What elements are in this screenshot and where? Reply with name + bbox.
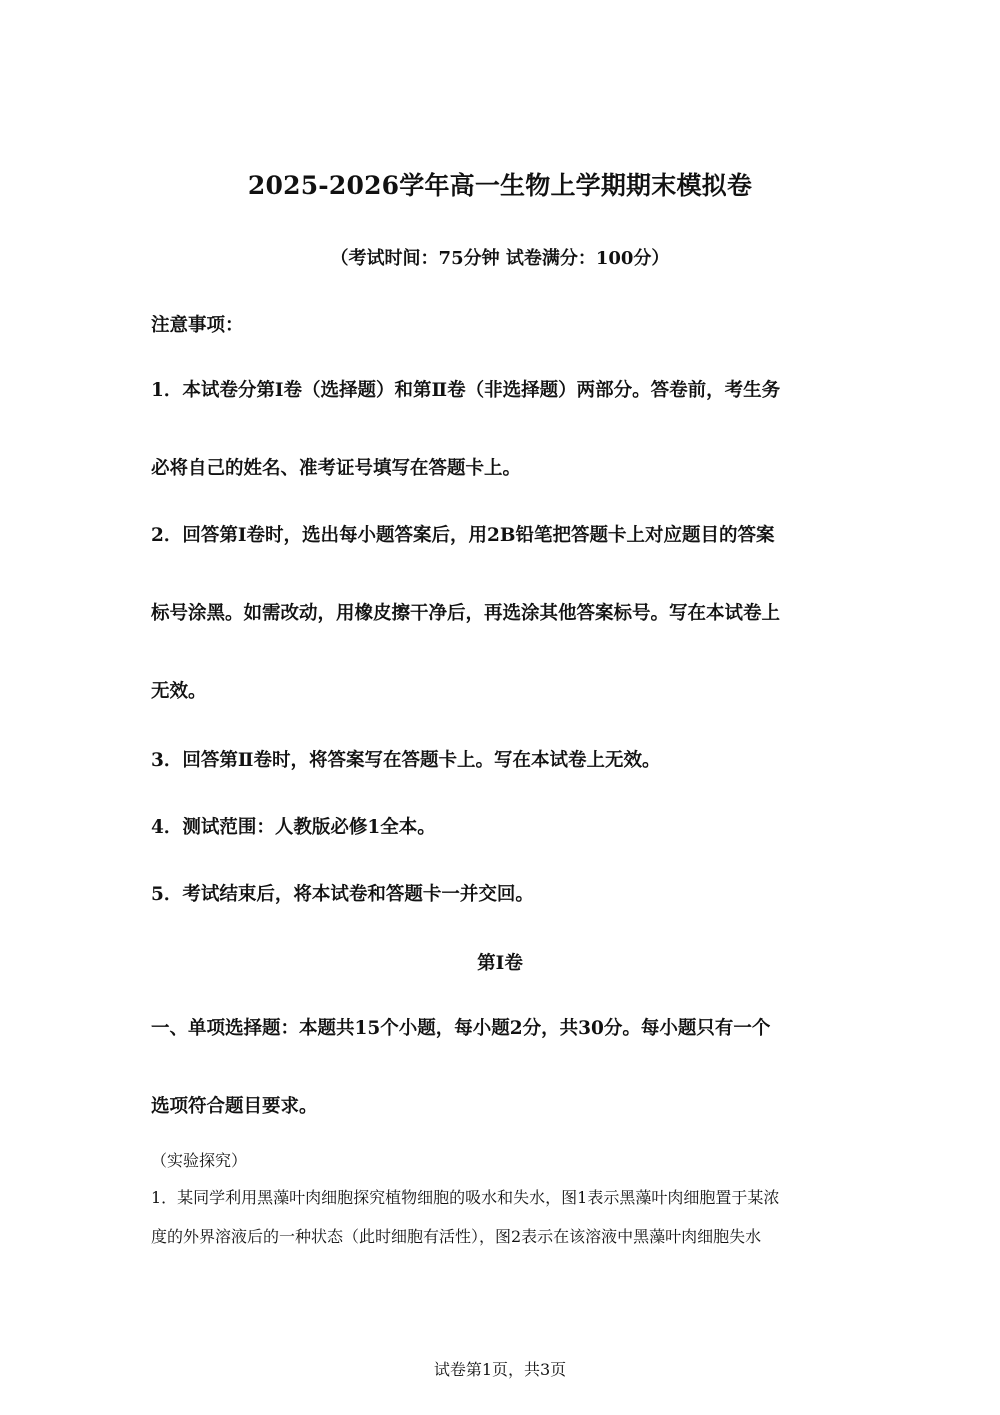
- notice-line: 必将自己的姓名、准考证号填写在答题卡上。: [151, 458, 522, 479]
- notice-line: 3．回答第Ⅱ卷时，将答案写在答题卡上。写在本试卷上无效。: [151, 750, 661, 771]
- category-label: （实验探究）: [151, 1151, 248, 1170]
- question-line: 度的外界溶液后的一种状态（此时细胞有活性），图2表示在该溶液中黑藻叶肉细胞失水: [151, 1227, 762, 1246]
- notice-line: 无效。: [151, 681, 207, 702]
- notice-line: 1．本试卷分第Ⅰ卷（选择题）和第Ⅱ卷（非选择题）两部分。答卷前，考生务: [151, 380, 781, 401]
- notice-line: 标号涂黑。如需改动，用橡皮擦干净后，再选涂其他答案标号。写在本试卷上: [151, 603, 781, 624]
- notice-line: 5．考试结束后，将本试卷和答题卡一并交回。: [151, 884, 534, 905]
- question-line: 1．某同学利用黑藻叶肉细胞探究植物细胞的吸水和失水，图1表示黑藻叶肉细胞置于某浓: [151, 1188, 780, 1207]
- page-footer: 试卷第1页，共3页: [433, 1360, 567, 1379]
- notice-line: 4．测试范围：人教版必修1全本。: [151, 817, 436, 838]
- part-heading-line: 一、单项选择题：本题共15个小题，每小题2分，共30分。每小题只有一个: [151, 1018, 771, 1039]
- exam-subtitle: （考试时间：75分钟 试卷满分：100分）: [330, 248, 670, 269]
- notice-line: 2．回答第Ⅰ卷时，选出每小题答案后，用2B铅笔把答题卡上对应题目的答案: [151, 525, 775, 546]
- exam-title: 2025-2026学年高一生物上学期期末模拟卷: [247, 171, 753, 200]
- part-heading-line: 选项符合题目要求。: [151, 1096, 318, 1117]
- notice-heading: 注意事项：: [151, 315, 244, 336]
- section-title: 第Ⅰ卷: [477, 953, 523, 974]
